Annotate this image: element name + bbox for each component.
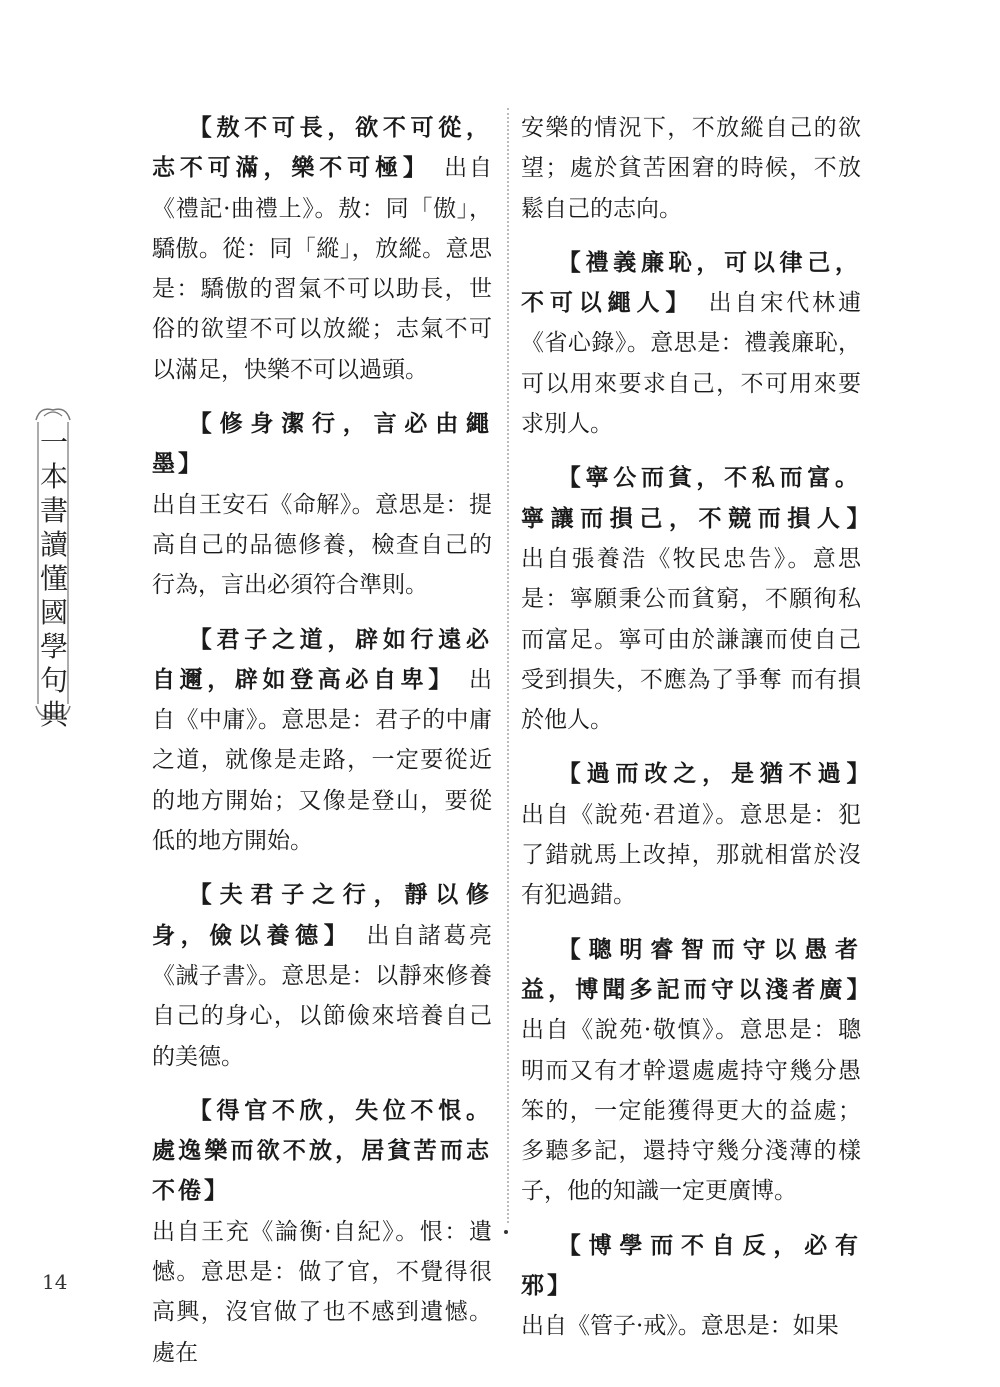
entry-quote: 【君子之道，辟如行遠必自邇，辟如登高必自卑】 bbox=[152, 625, 492, 693]
entry-quote: 【敖不可長，欲不可從，志不可滿，樂不可極】 bbox=[152, 114, 492, 182]
entry bbox=[521, 930, 861, 1212]
book-title: 一本書讀懂國學句典 bbox=[39, 426, 68, 731]
entry bbox=[152, 1091, 492, 1373]
side-title-ornament bbox=[30, 398, 76, 731]
right-column bbox=[521, 108, 861, 1361]
entry-continuation bbox=[521, 108, 861, 229]
entry-body: 出自《說苑·君道》。意思是：犯了錯就馬上改掉，那就相當於沒有犯過錯。 bbox=[521, 801, 861, 909]
entry-body: 出自宋代林逋《省心錄》。意思是：禮義廉恥，可以用來要求自己，不可用來要求別人。 bbox=[521, 290, 861, 438]
entry bbox=[152, 620, 492, 862]
entry-quote: 【聰明睿智而守以愚者益，博聞多記而守以淺者廣】 bbox=[521, 935, 861, 1003]
entry-body: 出自《管子·戒》。意思是：如果 bbox=[521, 1313, 839, 1340]
entry-quote: 【修身潔行，言必由繩墨】 bbox=[152, 410, 492, 478]
entry-quote: 【博學而不自反，必有邪】 bbox=[521, 1231, 861, 1300]
entry-body: 安樂的情況下，不放縱自己的欲望；處於貧苦困窘的時候，不放鬆自己的志向。 bbox=[521, 115, 861, 222]
entry-quote: 【得官不欣，失位不恨。處逸樂而欲不放，居貧苦而志不倦】 bbox=[152, 1096, 492, 1205]
divider-dot bbox=[504, 1230, 508, 1234]
entry-body: 出自諸葛亮《誡子書》。意思是：以靜來修養自己的身心，以節儉來培養自己的美德。 bbox=[152, 922, 492, 1070]
entry-body: 出自張養浩《牧民忠告》。意思是：寧願秉公而貧窮，不願徇私而富足。寧可由於謙讓而使自己受到損失，不應為了爭奪 而有損於他人。 bbox=[521, 545, 861, 734]
entry-quote: 【寧公而貧，不私而富。寧讓而損己，不競而損人】 bbox=[521, 464, 861, 532]
entry bbox=[521, 754, 861, 915]
column-divider bbox=[507, 108, 509, 1223]
entry bbox=[152, 875, 492, 1076]
entry bbox=[521, 458, 861, 740]
entry-body: 出自王充《論衡·自紀》。恨：遺憾。意思是：做了官，不覺得很高興，沒官做了也不感到遺憾。處在 bbox=[152, 1218, 492, 1366]
entry bbox=[521, 243, 861, 444]
entry-quote: 【夫君子之行，靜以修身，儉以養德】 bbox=[152, 881, 492, 949]
entry-body: 出自《說苑·敬慎》。意思是：聰明而又有才幹還處處持守幾分愚笨的，一定能獲得更大的益處；多聽多記，還持守幾分淺薄的樣子，他的知識一定更廣博。 bbox=[521, 1017, 861, 1205]
entry-body: 出自王安石《命解》。意思是：提高自己的品德修養，檢查自己的行為，言出必須符合準則。 bbox=[152, 491, 492, 599]
entry bbox=[152, 404, 492, 605]
entry-quote: 【過而改之，是猶不過】 bbox=[557, 760, 861, 788]
entry-body: 出自《禮記·曲禮上》。敖：同「傲」，驕傲。從：同「縱」，放縱。意思是：驕傲的習氣不可以助長，世俗的欲望不可以放縱；志氣不可以滿足，快樂不可以過頭。 bbox=[152, 155, 492, 383]
entry bbox=[152, 108, 492, 390]
left-column bbox=[152, 108, 492, 1387]
entry-quote: 【禮義廉恥，可以律己，不可以繩人】 bbox=[521, 248, 861, 317]
entry bbox=[521, 1226, 861, 1347]
page-number: 14 bbox=[42, 1270, 68, 1294]
entry-body: 出自《中庸》。意思是：君子的中庸之道，就像是走路，一定要從近的地方開始；又像是登山，要從低的地方開始。 bbox=[152, 666, 492, 855]
